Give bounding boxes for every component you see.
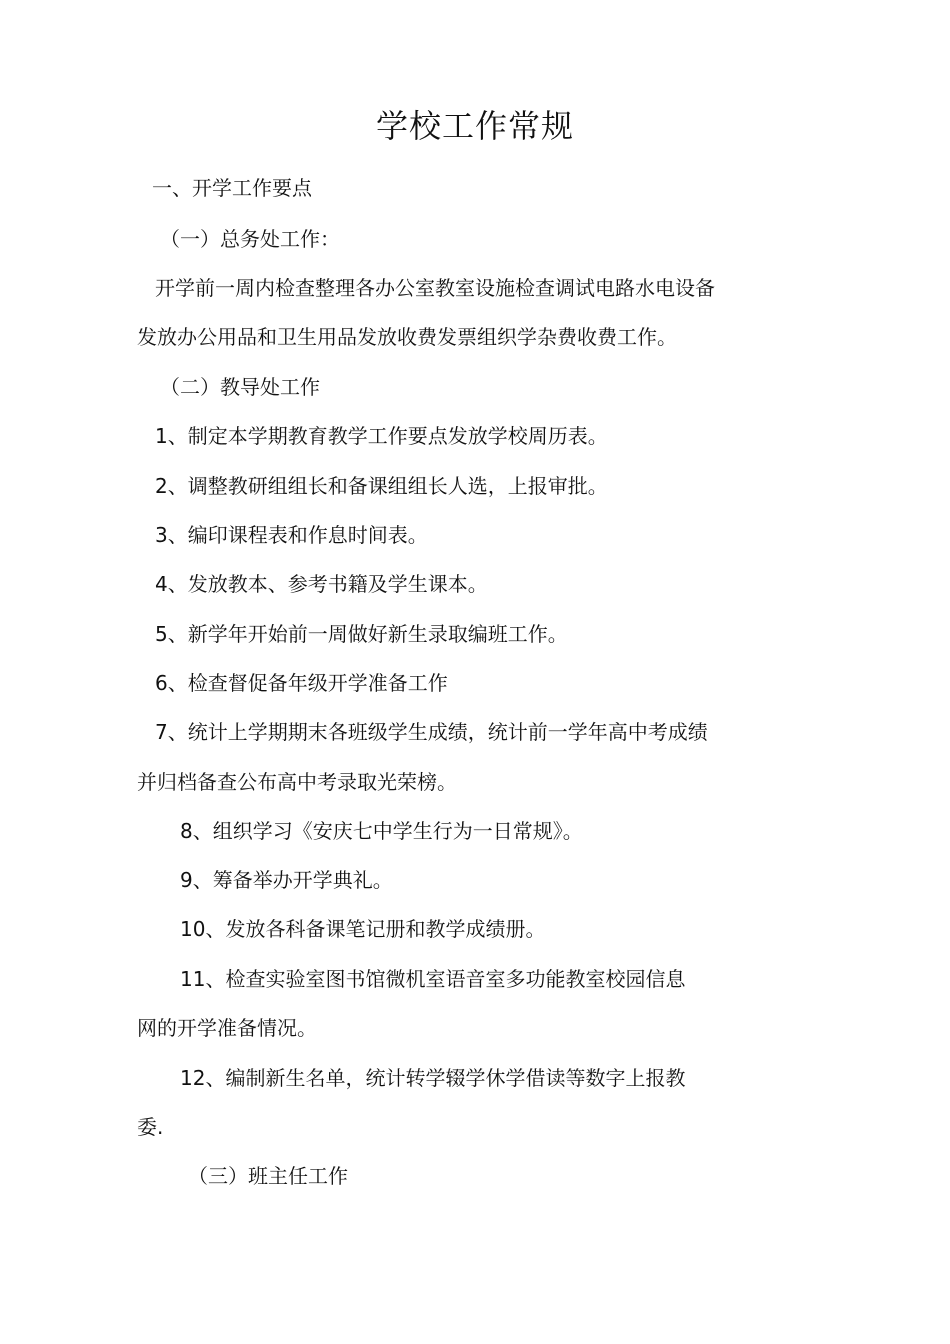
list-item: 9、筹备举办开学典礼。 — [180, 868, 393, 892]
paragraph-line: 发放办公用品和卫生用品发放收费发票组织学杂费收费工作。 — [137, 325, 677, 349]
list-item: 10、发放各科备课笔记册和教学成绩册。 — [180, 917, 546, 941]
list-item: 12、编制新生名单，统计转学辍学休学借读等数字上报教 — [180, 1066, 686, 1090]
subsection-heading-head-teacher: （三）班主任工作 — [188, 1164, 348, 1188]
list-item-continuation: 委. — [137, 1115, 164, 1139]
paragraph-line: 开学前一周内检查整理各办公室教室设施检查调试电路水电设备 — [155, 276, 715, 300]
section-heading-opening-work: 一、开学工作要点 — [152, 176, 312, 200]
list-item: 1、制定本学期教育教学工作要点发放学校周历表。 — [155, 424, 608, 448]
list-item: 7、统计上学期期末各班级学生成绩，统计前一学年高中考成绩 — [155, 720, 708, 744]
list-item: 6、检查督促备年级开学准备工作 — [155, 671, 448, 695]
list-item-continuation: 并归档备查公布高中考录取光荣榜。 — [137, 770, 457, 794]
subsection-heading-general-affairs: （一）总务处工作： — [160, 227, 340, 251]
list-item: 5、新学年开始前一周做好新生录取编班工作。 — [155, 622, 568, 646]
list-item-continuation: 网的开学准备情况。 — [137, 1016, 317, 1040]
list-item: 4、发放教本、参考书籍及学生课本。 — [155, 572, 488, 596]
list-item: 2、调整教研组组长和备课组组长人选，上报审批。 — [155, 474, 608, 498]
list-item: 8、组织学习《安庆七中学生行为一日常规》。 — [180, 819, 583, 843]
subsection-heading-academic-affairs: （二）教导处工作 — [160, 375, 320, 399]
document-title: 学校工作常规 — [375, 107, 574, 145]
list-item: 11、检查实验室图书馆微机室语音室多功能教室校园信息 — [180, 967, 686, 991]
list-item: 3、编印课程表和作息时间表。 — [155, 523, 428, 547]
